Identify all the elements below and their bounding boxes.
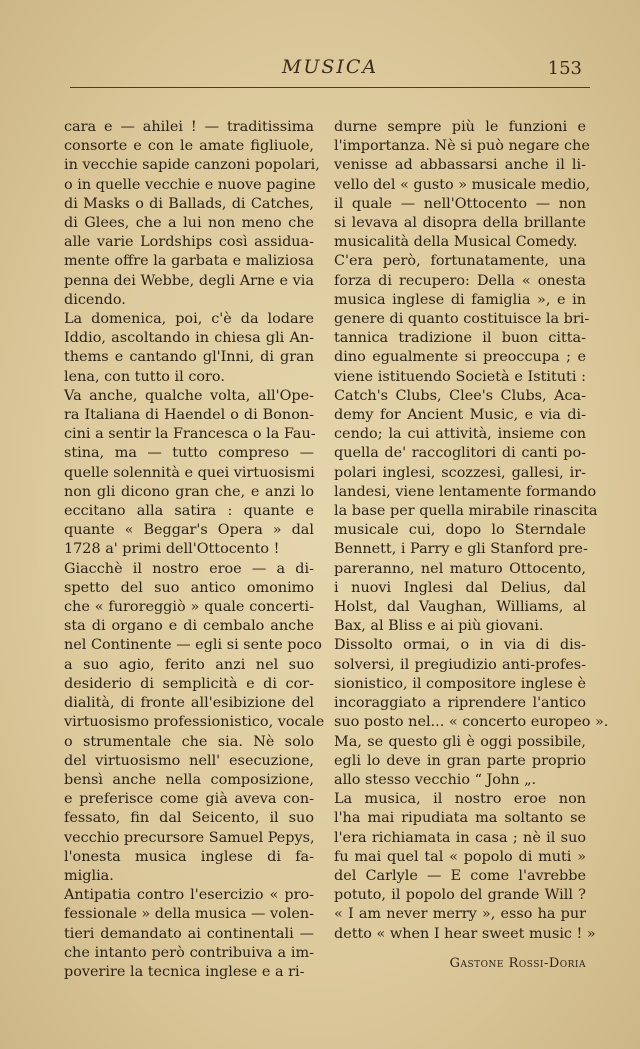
text-line: l'ha mai ripudiata ma soltanto se [334,810,586,827]
text-line: pareranno, nel maturo Ottocento, [334,560,586,577]
text-line: o strumentale che sia. Nè solo [64,733,314,750]
text-line: La musica, il nostro eroe non [334,791,586,808]
text-line: che intanto però contribuiva a im- [64,944,314,961]
left-column [64,118,325,982]
text-line: musica inglese di famiglia », e in [334,291,586,308]
text-line: fu mai quel tal « popolo di muti » [334,848,586,865]
text-line: lena, con tutto il coro. [64,368,225,385]
text-line: Ma, se questo gli è oggi possibile, [334,733,586,750]
text-line: eccitano alla satira : quante e [64,503,314,520]
text-line: potuto, il popolo del grande Will ? [334,887,586,904]
text-line: i nuovi Inglesi dal Delius, dal [334,579,586,596]
text-line: alle varie Lordships così assidua- [64,234,314,251]
text-line: ra Italiana di Haendel o di Bonon- [64,407,314,424]
text-line: cendo; la cui attività, insieme con [334,426,586,443]
text-line: solversi, il pregiudizio anti-profes- [334,656,586,673]
text-line: l'onesta musica inglese di fa- [64,848,314,865]
text-line: del virtuosismo nell' esecuzione, [64,752,314,769]
text-line: forza di recupero: Della « onesta [334,272,586,289]
text-line: landesi, viene lentamente formando [334,483,597,500]
text-line: Catch's Clubs, Clee's Clubs, Aca- [334,387,586,404]
text-line: in vecchie sapide canzoni popolari, [64,157,320,174]
text-line: l'importanza. Nè si può negare che [334,138,590,155]
text-line: fessato, fin dal Seicento, il suo [64,810,314,827]
text-line: Holst, dal Vaughan, Williams, al [334,599,586,616]
text-line: demy for Ancient Music, e via di- [334,407,586,424]
text-line: vecchio precursore Samuel Pepys, [64,829,315,846]
text-line: fessionale » della musica — volen- [64,906,315,923]
text-line: detto « when I hear sweet music ! » [334,925,596,942]
text-line: 1728 a' primi dell'Ottocento ! [64,541,280,558]
text-line: e preferisce come già aveva con- [64,791,314,808]
text-line: bensì anche nella composizione, [64,771,314,788]
text-line: dino egualmente si preoccupa ; e [334,349,586,366]
text-line: Antipatia contro l'esercizio « pro- [64,887,314,904]
text-line: polari inglesi, scozzesi, gallesi, ir- [334,464,586,481]
page-number: 153 [547,58,582,79]
text-line: incoraggiato a riprendere l'antico [334,695,586,712]
text-line: virtuosismo professionistico, vocale [64,714,325,731]
text-line: sta di organo e di cembalo anche [64,618,314,635]
text-line: desiderio di semplicità e di cor- [64,675,314,692]
text-line: la base per quella mirabile rinascita [334,503,598,520]
text-line: poverire la tecnica inglese e a ri- [64,963,305,980]
text-line: suo posto nel... « concerto europeo ». [334,714,609,731]
text-line: Bax, al Bliss e ai più giovani. [334,618,544,635]
right-column [334,118,609,944]
text-line: di Masks o di Ballads, di Catches, [64,195,314,212]
text-line: musicale cui, dopo lo Sterndale [334,522,586,539]
text-line: viene istituendo Società e Istituti : [334,368,586,385]
text-line: o in quelle vecchie e nuove pagine [64,176,316,193]
text-line: penna dei Webbe, degli Arne e via [64,272,314,289]
author-signature: Gastone Rossi-Doria [449,956,586,971]
text-line: venisse ad abbassarsi anche il li- [334,157,586,174]
text-line: a suo agio, ferito anzi nel suo [64,656,314,673]
text-line: Iddio, ascoltando in chiesa gli An- [64,330,314,347]
text-line: quante « Beggar's Opera » dal [64,522,314,539]
text-line: genere di quanto costituisce la bri- [334,311,590,328]
text-line: egli lo deve in gran parte proprio [334,752,586,769]
text-line: durne sempre più le funzioni e [334,119,586,135]
text-line: cara e — ahilei ! — traditissima [64,119,314,135]
text-line: Giacchè il nostro eroe — a di- [64,560,314,577]
text-line: sionistico, il compositore inglese è [334,675,586,692]
text-line: tannica tradizione il buon citta- [334,330,586,347]
text-line: di Glees, che a lui non meno che [64,215,314,232]
text-line: mente offre la garbata e maliziosa [64,253,314,270]
text-line: dialità, di fronte all'esibizione del [64,695,314,712]
text-line: tieri demandato ai continentali — [64,925,314,942]
text-line: spetto del suo antico omonimo [64,579,314,596]
text-line: nel Continente — egli si sente poco [64,637,322,654]
text-line: il quale — nell'Ottocento — non [334,195,586,212]
text-line: quelle solennità e quei virtuosismi [64,464,315,481]
text-line: C'era però, fortunatamente, una [334,253,586,270]
header-rule [70,87,590,88]
text-line: non gli dicono gran che, e anzi lo [64,483,314,500]
text-line: cini a sentir la Francesca o la Fau- [64,426,316,443]
text-line: si levava al disopra della brillante [334,215,586,232]
text-line: dicendo. [64,291,126,308]
text-line: thems e cantando gl'Inni, di gran [64,349,314,366]
text-line: quella de' raccoglitori di canti po- [334,445,586,462]
text-line: l'era richiamata in casa ; nè il suo [334,829,586,846]
text-line: che « furoreggiò » quale concerti- [64,599,314,616]
text-line: La domenica, poi, c'è da lodare [64,311,314,328]
text-line: Va anche, qualche volta, all'Ope- [64,387,314,404]
section-title: MUSICA [281,56,379,78]
text-line: musicalità della Musical Comedy. [334,234,578,251]
text-line: allo stesso vecchio “ John „. [334,771,537,788]
text-line: Bennett, i Parry e gli Stanford pre- [334,541,588,558]
text-line: vello del « gusto » musicale medio, [334,176,591,193]
text-line: del Carlyle — E come l'avrebbe [334,867,586,884]
text-line: consorte e con le amate figliuole, [64,138,314,155]
text-line: « I am never merry », esso ha pur [334,906,586,923]
text-line: Dissolto ormai, o in via di dis- [334,637,586,654]
text-line: miglia. [64,867,114,884]
page-header [70,56,590,92]
text-line: stina, ma — tutto compreso — [64,445,314,462]
